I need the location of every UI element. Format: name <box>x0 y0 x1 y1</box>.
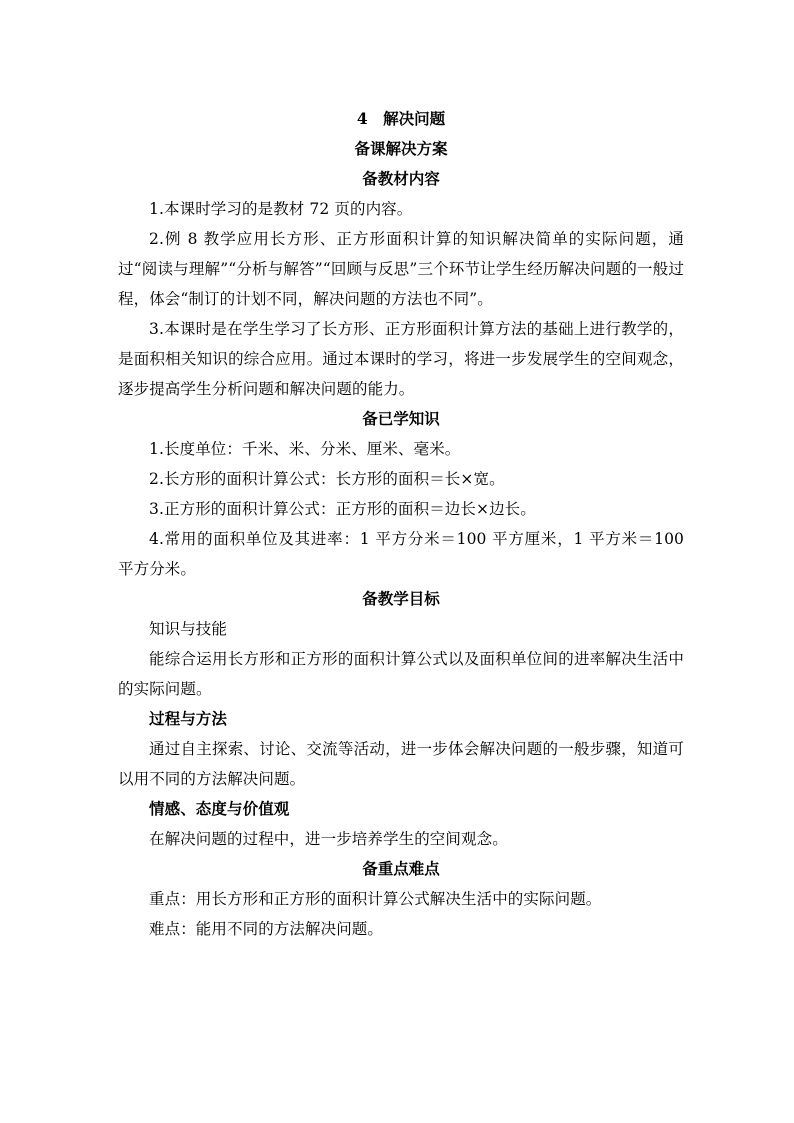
section-heading-textbook: 备教材内容 <box>362 169 440 188</box>
keypoint-difficult: 难点：能用不同的方法解决问题。 <box>149 920 384 938</box>
section-heading-keypoints: 备重点难点 <box>362 859 440 878</box>
prior-item-1: 1.长度单位：千米、米、分米、厘米、毫米。 <box>149 440 461 458</box>
document-page <box>118 104 684 944</box>
prior-item-3: 3.正方形的面积计算公式：正方形的面积＝边长×边长。 <box>149 500 536 518</box>
goal-process-text: 通过自主探索、讨论、交流等活动，进一步体会解决问题的一般步骤，知道可以用不同的方法解决问题。 <box>118 740 684 788</box>
goal-emotion-text: 在解决问题的过程中，进一步培养学生的空间观念。 <box>149 830 508 848</box>
textbook-item-2: 2.例 8 教学应用长方形、正方形面积计算的知识解决简单的实际问题，通过“阅读与理解”“分析与解答”“回顾与反思”三个环节让学生经历解决问题的一般过程，体会“制订的计划不同，解决问题的方法也不同”。 <box>118 230 684 308</box>
section-heading-goals: 备教学目标 <box>362 589 440 608</box>
plan-title: 备课解决方案 <box>354 139 448 158</box>
section-heading-prior: 备已学知识 <box>362 409 440 428</box>
goal-process-label: 过程与方法 <box>149 709 228 728</box>
goal-knowledge-text: 能综合运用长方形和正方形的面积计算公式以及面积单位间的进率解决生活中的实际问题。 <box>118 650 684 698</box>
prior-item-2: 2.长方形的面积计算公式：长方形的面积＝长×宽。 <box>149 470 505 488</box>
lesson-title: 4 解决问题 <box>356 109 446 128</box>
goal-knowledge-label: 知识与技能 <box>149 620 228 638</box>
goal-emotion-label: 情感、态度与价值观 <box>149 799 290 818</box>
textbook-item-1: 1.本课时学习的是教材 72 页的内容。 <box>149 200 413 218</box>
keypoint-key: 重点：用长方形和正方形的面积计算公式解决生活中的实际问题。 <box>149 890 602 908</box>
prior-item-4: 4.常用的面积单位及其进率：1 平方分米＝100 平方厘米，1 平方米＝100 平方分米。 <box>118 530 684 578</box>
textbook-item-3: 3.本课时是在学生学习了长方形、正方形面积计算方法的基础上进行教学的，是面积相关知识的综合应用。通过本课时的学习，将进一步发展学生的空间观念，逐步提高学生分析问题和解决问题的能力。 <box>118 320 684 398</box>
